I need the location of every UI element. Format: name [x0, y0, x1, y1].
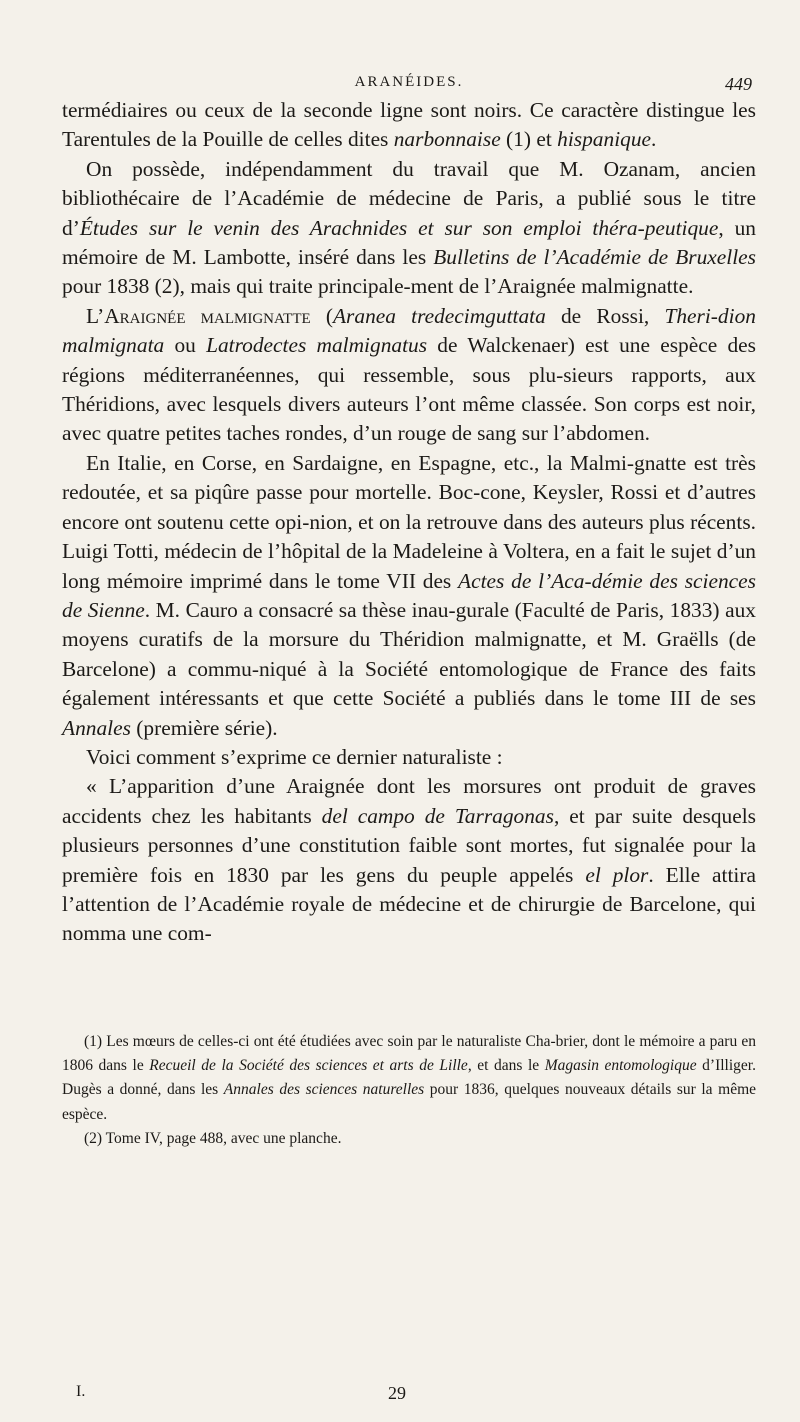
p4-italic-actes: Actes de l’Aca-démie des sciences de Sienne: [62, 568, 756, 622]
p1-italic-hispanique: hispanique: [557, 127, 652, 152]
f1-italic-recueil: Recueil de la Société des sciences et arts de Lille: [149, 1057, 468, 1075]
footnote-2: (2) Tome IV, page 488, avec une planche.: [84, 1129, 342, 1147]
paragraph-1: [62, 96, 756, 155]
p6-italic-plor: el plor: [585, 862, 649, 887]
paragraph-5: Voici comment s’exprime ce dernier naturaliste :: [86, 744, 503, 769]
p3-italic-aranea: Aranea tredecimguttata: [332, 303, 546, 328]
p3-smallcaps-heading: L’Araignée malmignatte: [86, 303, 311, 328]
paragraph-3: [62, 302, 756, 449]
p1-text-c: (1) et: [500, 127, 558, 152]
p6-italic-campo: del campo de Tarragonas: [321, 803, 554, 828]
paragraph-6: [62, 772, 756, 948]
footnote-1: [62, 1030, 756, 1127]
p1-text-e: .: [651, 127, 657, 152]
f1-italic-magasin: Magasin entomologique: [544, 1057, 697, 1075]
p6-text-c: , et par suite desquels plusieurs personnes d’une constitution faible sont mortes, fut signalée pour la première fois en 1830 par les gens du peuple appelés: [62, 803, 756, 887]
p2-text-a: On possède, indépendamment du travail que M. Ozanam, ancien bibliothécaire de l’Académie de médecine de Paris, a publié sous le titre d’: [62, 156, 756, 240]
footnotes: [62, 1030, 756, 1151]
running-title: ARANÉIDES.: [354, 74, 464, 90]
p4-italic-annales: Annales: [62, 715, 131, 740]
p6-text-a: « L’apparition d’une Araignée dont les morsures ont produit de graves accidents chez les habitants: [62, 774, 756, 828]
p2-italic-bulletins: Bulletins de l’Académie de Bruxelles: [433, 245, 756, 270]
page-number: 449: [725, 74, 752, 94]
signature-line: [62, 1383, 756, 1413]
p1-text-a: termédiaires ou ceux de la seconde ligne sont noirs. Ce caractère distingue les Tarentules de la Pouille de celles dites: [62, 98, 756, 152]
f1-text-a: (1) Les mœurs de celles-ci ont été étudiées avec soin par le naturaliste Cha-brier, dont le mémoire a paru en 1806 dans le: [62, 1033, 756, 1075]
paragraph-4: [62, 449, 756, 743]
f1-text-e: d’Illiger. Dugès a donné, dans les: [62, 1057, 756, 1099]
book-page: [62, 0, 756, 1422]
p3-italic-latrodectes: Latrodectes malmignatus: [206, 333, 428, 358]
p2-text-e: pour 1838 (2), mais qui traite principale-ment de l’Araignée malmignatte.: [62, 274, 694, 299]
p4-text-e: (première série).: [130, 715, 278, 740]
p1-italic-narbonnaise: narbonnaise: [393, 127, 501, 152]
p3-text-h: de Walckenaer) est une espèce des régions méditerranéennes, qui ressemble, sous plu-sieurs rapports, aux Théridions, avec lesquels divers auteurs l’ont même classée. Son corps est noir, avec quatre petites taches rondes, d’un rouge de sang sur l’abdomen.: [62, 333, 756, 446]
p4-text-c: . M. Cauro a consacré sa thèse inau-gurale (Faculté de Paris, 1833) aux moyens curatifs de la morsure du Théridion malmignatte, et M. Graëlls (de Barcelone) a commu-niqué à la Société entomologique de France des faits également intéressants et que cette Société a publiés dans le tome III de ses: [62, 597, 756, 711]
p3-text-b: (: [310, 303, 333, 328]
p2-italic-title: Études sur le venin des Arachnides et sur son emploi théra-peutique: [79, 215, 719, 240]
volume-mark: I.: [76, 1383, 86, 1400]
p2-text-c: , un mémoire de M. Lambotte, inséré dans les: [62, 215, 756, 270]
paragraph-2: [62, 155, 756, 302]
f1-text-g: pour 1836, quelques nouveaux détails sur la même espèce.: [62, 1081, 757, 1123]
p3-italic-theridion: Theri-dion malmignata: [62, 303, 756, 358]
p3-text-f: ou: [164, 333, 207, 358]
signature-number: 29: [388, 1383, 406, 1403]
f1-italic-annales: Annales des sciences naturelles: [223, 1081, 425, 1099]
page-header: [62, 74, 756, 96]
f1-text-c: , et dans le: [467, 1057, 545, 1075]
body-text: [62, 96, 756, 949]
p6-text-e: . Elle attira l’attention de l’Académie royale de médecine et de chirurgie de Barcelone, qui nomma une com-: [62, 862, 756, 946]
p4-text-a: En Italie, en Corse, en Sardaigne, en Espagne, etc., la Malmi-gnatte est très redoutée, et sa piqûre passe pour mortelle. Boc-cone, Keysler, Rossi et d’autres encore ont soutenu cette opi-nion, et on la retrouve dans des auteurs plus récents. Luigi Totti, médecin de l’hôpital de la Madeleine à Voltera, en a fait le sujet d’un long mémoire imprimé dans le tome VII des: [62, 450, 756, 593]
p3-text-d: de Rossi,: [545, 303, 665, 328]
